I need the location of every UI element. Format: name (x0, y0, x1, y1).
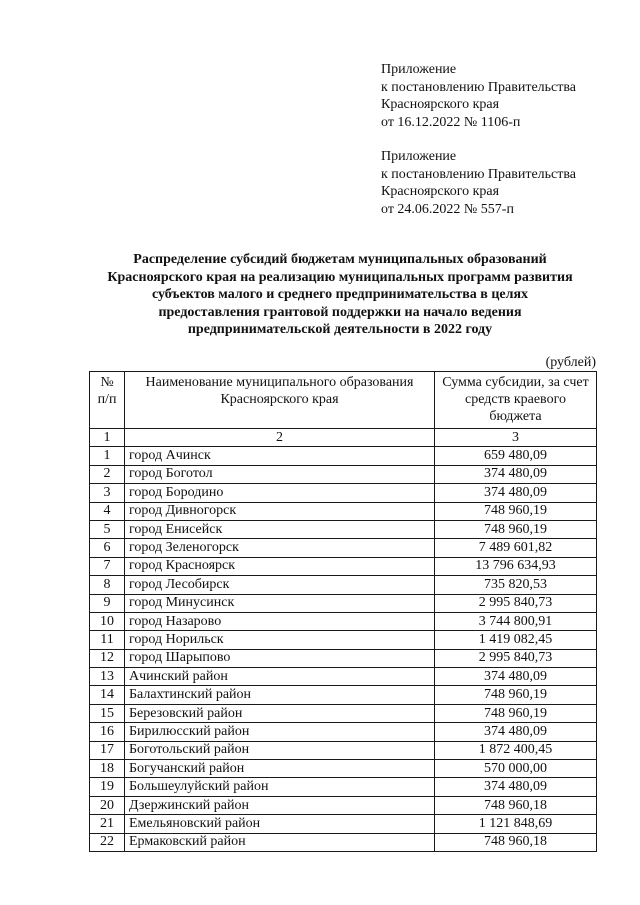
appendix-2-date-number: от 24.06.2022 № 557-п (381, 201, 514, 217)
table-row (90, 778, 597, 796)
table-row (90, 594, 597, 612)
header-number: № п/п (90, 372, 125, 429)
column-number: 3 (435, 429, 597, 447)
table-row (90, 649, 597, 667)
row-number-cell: 15 (90, 704, 125, 722)
row-number-cell: 22 (90, 833, 125, 851)
subsidy-amount-cell: 748 960,19 (435, 704, 597, 722)
row-number-cell: 10 (90, 612, 125, 630)
title-line: Распределение субсидий бюджетам муниципальных образований (133, 252, 547, 267)
row-number-cell: 4 (90, 502, 125, 520)
municipality-cell: Бирилюсский район (125, 723, 435, 741)
municipality-cell: город Дивногорск (125, 502, 435, 520)
municipality-cell: Балахтинский район (125, 686, 435, 704)
subsidy-amount-cell: 374 480,09 (435, 778, 597, 796)
title-line: предпринимательской деятельности в 2022 году (187, 322, 493, 338)
subsidy-amount-cell: 659 480,09 (435, 447, 597, 465)
row-number-cell: 12 (90, 649, 125, 667)
subsidy-amount-cell: 748 960,19 (435, 520, 597, 538)
subsidy-amount-cell: 2 995 840,73 (435, 594, 597, 612)
row-number-cell: 11 (90, 631, 125, 649)
subsidy-amount-cell: 374 480,09 (435, 723, 597, 741)
subsidy-amount-cell: 374 480,09 (435, 668, 597, 686)
row-number-cell: 14 (90, 686, 125, 704)
table-row (90, 815, 597, 833)
municipality-cell: город Минусинск (125, 594, 435, 612)
municipality-cell: город Ачинск (125, 447, 435, 465)
appendix-1-reference: к постановлению Правительства (381, 79, 577, 95)
municipality-cell: Березовский район (125, 704, 435, 722)
appendix-2-region: Красноярского края (381, 184, 500, 199)
row-number-cell: 16 (90, 723, 125, 741)
row-number-cell: 9 (90, 594, 125, 612)
municipality-cell: Боготольский район (125, 741, 435, 759)
appendix-2-reference: к постановлению Правительства (381, 166, 577, 182)
table-row (90, 557, 597, 575)
subsidy-amount-cell: 748 960,19 (435, 686, 597, 704)
subsidy-amount-cell: 1 872 400,45 (435, 741, 597, 759)
appendix-1-label: Приложение (381, 62, 457, 77)
appendix-1-date-number: от 16.12.2022 № 1106-п (381, 114, 521, 130)
municipality-cell: город Боготол (125, 465, 435, 483)
subsidy-amount-cell: 374 480,09 (435, 484, 597, 502)
table-row (90, 760, 597, 778)
municipality-cell: Большеулуйский район (125, 778, 435, 796)
row-number-cell: 21 (90, 815, 125, 833)
row-number-cell: 19 (90, 778, 125, 796)
table-row (90, 502, 597, 520)
municipality-cell: город Красноярск (125, 557, 435, 575)
subsidy-amount-cell: 13 796 634,93 (435, 557, 597, 575)
row-number-cell: 18 (90, 760, 125, 778)
row-number-cell: 1 (90, 447, 125, 465)
subsidy-amount-cell: 570 000,00 (435, 760, 597, 778)
table-row (90, 447, 597, 465)
row-number-cell: 5 (90, 520, 125, 538)
table-row (90, 686, 597, 704)
row-number-cell: 20 (90, 796, 125, 814)
municipality-cell: город Назарово (125, 612, 435, 630)
table-row (90, 704, 597, 722)
title-line: Красноярского края на реализацию муниципальных программ развития (107, 269, 573, 285)
subsidy-amount-cell: 7 489 601,82 (435, 539, 597, 557)
municipality-cell: город Шарыпово (125, 649, 435, 667)
municipality-cell: Ачинский район (125, 668, 435, 686)
header-municipality: Наименование муниципального образования Красноярского края (125, 372, 435, 429)
municipality-cell: город Лесобирск (125, 576, 435, 594)
table-row (90, 741, 597, 759)
document-title (60, 251, 620, 339)
table-row (90, 484, 597, 502)
municipality-cell: город Енисейск (125, 520, 435, 538)
title-line: субъектов малого и среднего предпринимательства в целях (151, 287, 529, 303)
title-line: предоставления грантовой поддержки на начало ведения (158, 304, 522, 320)
subsidy-amount-cell: 1 419 082,45 (435, 631, 597, 649)
municipality-cell: Дзержинский район (125, 796, 435, 814)
row-number-cell: 8 (90, 576, 125, 594)
appendix-1-region: Красноярского края (381, 97, 500, 112)
row-number-cell: 2 (90, 465, 125, 483)
subsidy-amount-cell: 1 121 848,69 (435, 815, 597, 833)
municipality-cell: Емельяновский район (125, 815, 435, 833)
municipality-cell: город Норильск (125, 631, 435, 649)
table-row (90, 796, 597, 814)
municipality-cell: Ермаковский район (125, 833, 435, 851)
table-row (90, 520, 597, 538)
subsidy-amount-cell: 2 995 840,73 (435, 649, 597, 667)
subsidy-amount-cell: 374 480,09 (435, 465, 597, 483)
subsidy-amount-cell: 3 744 800,91 (435, 612, 597, 630)
header-subsidy-amount: Сумма субсидии, за счет средств краевого бюджета (435, 372, 597, 429)
municipality-cell: город Бородино (125, 484, 435, 502)
municipality-cell: город Зеленогорск (125, 539, 435, 557)
appendix-block-2 (381, 148, 631, 218)
appendix-2-label: Приложение (381, 149, 457, 164)
subsidy-amount-cell: 748 960,18 (435, 796, 597, 814)
column-number: 2 (125, 429, 435, 447)
table-row (90, 723, 597, 741)
appendix-block-1 (381, 61, 631, 131)
subsidy-table (89, 371, 597, 852)
table-row (90, 612, 597, 630)
row-number-cell: 6 (90, 539, 125, 557)
column-number-row (90, 429, 597, 447)
column-number: 1 (90, 429, 125, 447)
row-number-cell: 3 (90, 484, 125, 502)
row-number-cell: 7 (90, 557, 125, 575)
municipality-cell: Богучанский район (125, 760, 435, 778)
subsidy-amount-cell: 748 960,19 (435, 502, 597, 520)
table-row (90, 465, 597, 483)
units-label: (рублей) (545, 355, 596, 370)
table-row (90, 833, 597, 851)
table-row (90, 668, 597, 686)
table-row (90, 539, 597, 557)
row-number-cell: 17 (90, 741, 125, 759)
subsidy-amount-cell: 735 820,53 (435, 576, 597, 594)
row-number-cell: 13 (90, 668, 125, 686)
table-row (90, 576, 597, 594)
subsidy-amount-cell: 748 960,18 (435, 833, 597, 851)
table-header-row (90, 372, 597, 429)
table-row (90, 631, 597, 649)
